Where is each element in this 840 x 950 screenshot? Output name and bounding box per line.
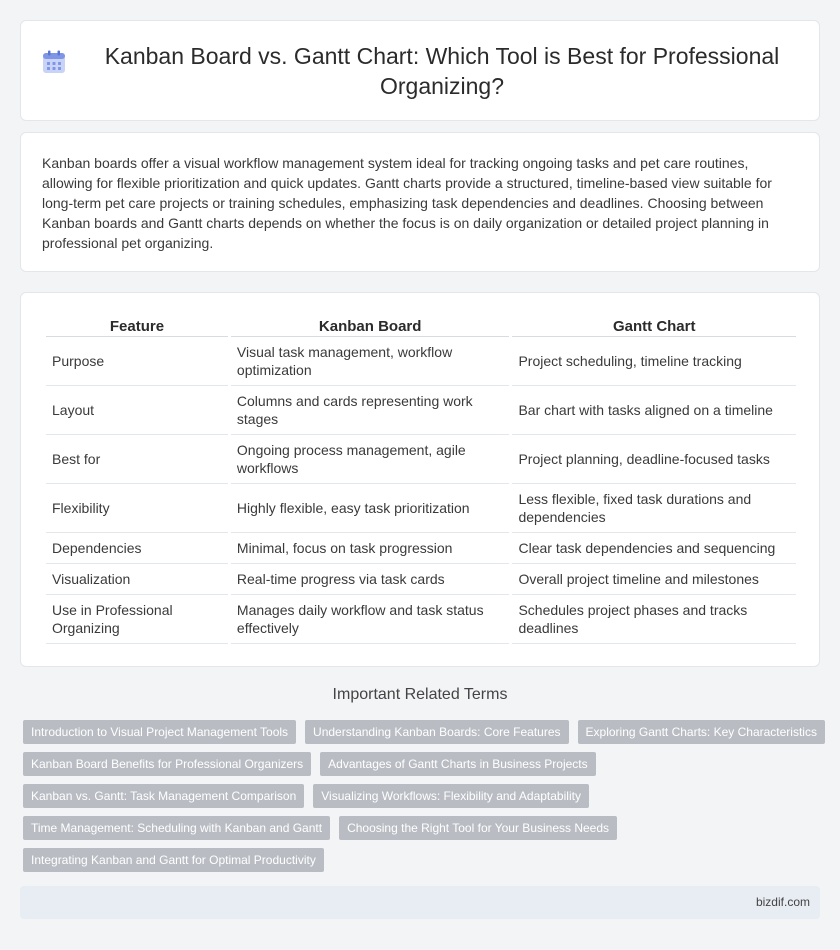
cell-kanban: Real-time progress via task cards [231, 564, 510, 595]
tag-link[interactable]: Understanding Kanban Boards: Core Features [305, 720, 568, 744]
tag-row [23, 816, 823, 840]
related-terms-tags [23, 720, 823, 880]
cell-feature: Visualization [46, 564, 228, 595]
intro-paragraph: Kanban boards offer a visual workflow management system ideal for tracking ongoing tasks and pet care routines, allowing for flexible prioritization and quick updates. Gantt charts provide a structured, timeline-based view suitable for long-term pet care projects or training schedules, emphasizing task dependencies and deadlines. Choosing between Kanban boards and Gantt charts depends on whether the focus is on daily organization or detailed project planning in professional pet organizing. [42, 155, 772, 251]
table-row [46, 337, 796, 386]
table-row [46, 595, 796, 644]
header-kanban: Kanban Board [231, 317, 510, 337]
tag-link[interactable]: Introduction to Visual Project Management Tools [23, 720, 296, 744]
cell-gantt: Overall project timeline and milestones [512, 564, 796, 595]
comparison-table [43, 317, 799, 644]
cell-kanban: Manages daily workflow and task status effectively [231, 595, 510, 644]
tag-row [23, 720, 823, 744]
table-row [46, 484, 796, 533]
tag-link[interactable]: Integrating Kanban and Gantt for Optimal Productivity [23, 848, 324, 872]
cell-kanban: Ongoing process management, agile workflows [231, 435, 510, 484]
cell-kanban: Visual task management, workflow optimization [231, 337, 510, 386]
cell-gantt: Bar chart with tasks aligned on a timeline [512, 386, 796, 435]
table-row [46, 435, 796, 484]
intro-card [20, 132, 820, 272]
tag-row [23, 784, 823, 808]
tag-link[interactable]: Kanban Board Benefits for Professional Organizers [23, 752, 311, 776]
cell-feature: Layout [46, 386, 228, 435]
footer-site-link[interactable]: bizdif.com [755, 895, 810, 909]
tag-link[interactable]: Kanban vs. Gantt: Task Management Comparison [23, 784, 304, 808]
tag-link[interactable]: Visualizing Workflows: Flexibility and Adaptability [313, 784, 589, 808]
footer-bar [20, 886, 820, 919]
cell-gantt: Clear task dependencies and sequencing [512, 533, 796, 564]
table-row [46, 386, 796, 435]
comparison-card [20, 292, 820, 667]
tag-row [23, 752, 823, 776]
tag-row [23, 848, 823, 872]
cell-kanban: Highly flexible, easy task prioritization [231, 484, 510, 533]
cell-feature: Best for [46, 435, 228, 484]
cell-feature: Flexibility [46, 484, 228, 533]
cell-feature: Dependencies [46, 533, 228, 564]
page-title: Kanban Board vs. Gantt Chart: Which Tool is Best for Professional Organizing? [104, 42, 780, 99]
cell-kanban: Minimal, focus on task progression [231, 533, 510, 564]
cell-gantt: Project scheduling, timeline tracking [512, 337, 796, 386]
table-header-row [46, 317, 796, 337]
cell-feature: Use in Professional Organizing [46, 595, 228, 644]
related-terms-title: Important Related Terms [332, 686, 508, 703]
cell-feature: Purpose [46, 337, 228, 386]
tag-link[interactable]: Exploring Gantt Charts: Key Characteristics [578, 720, 825, 744]
tag-link[interactable]: Choosing the Right Tool for Your Business Needs [339, 816, 617, 840]
tag-link[interactable]: Time Management: Scheduling with Kanban and Gantt [23, 816, 330, 840]
header-card [20, 20, 820, 121]
cell-gantt: Project planning, deadline-focused tasks [512, 435, 796, 484]
cell-kanban: Columns and cards representing work stages [231, 386, 510, 435]
header-gantt: Gantt Chart [512, 317, 796, 337]
table-row [46, 533, 796, 564]
cell-gantt: Less flexible, fixed task durations and dependencies [512, 484, 796, 533]
header-feature: Feature [46, 317, 228, 337]
cell-gantt: Schedules project phases and tracks deadlines [512, 595, 796, 644]
calendar-icon [41, 62, 85, 80]
tag-link[interactable]: Advantages of Gantt Charts in Business Projects [320, 752, 595, 776]
table-row [46, 564, 796, 595]
